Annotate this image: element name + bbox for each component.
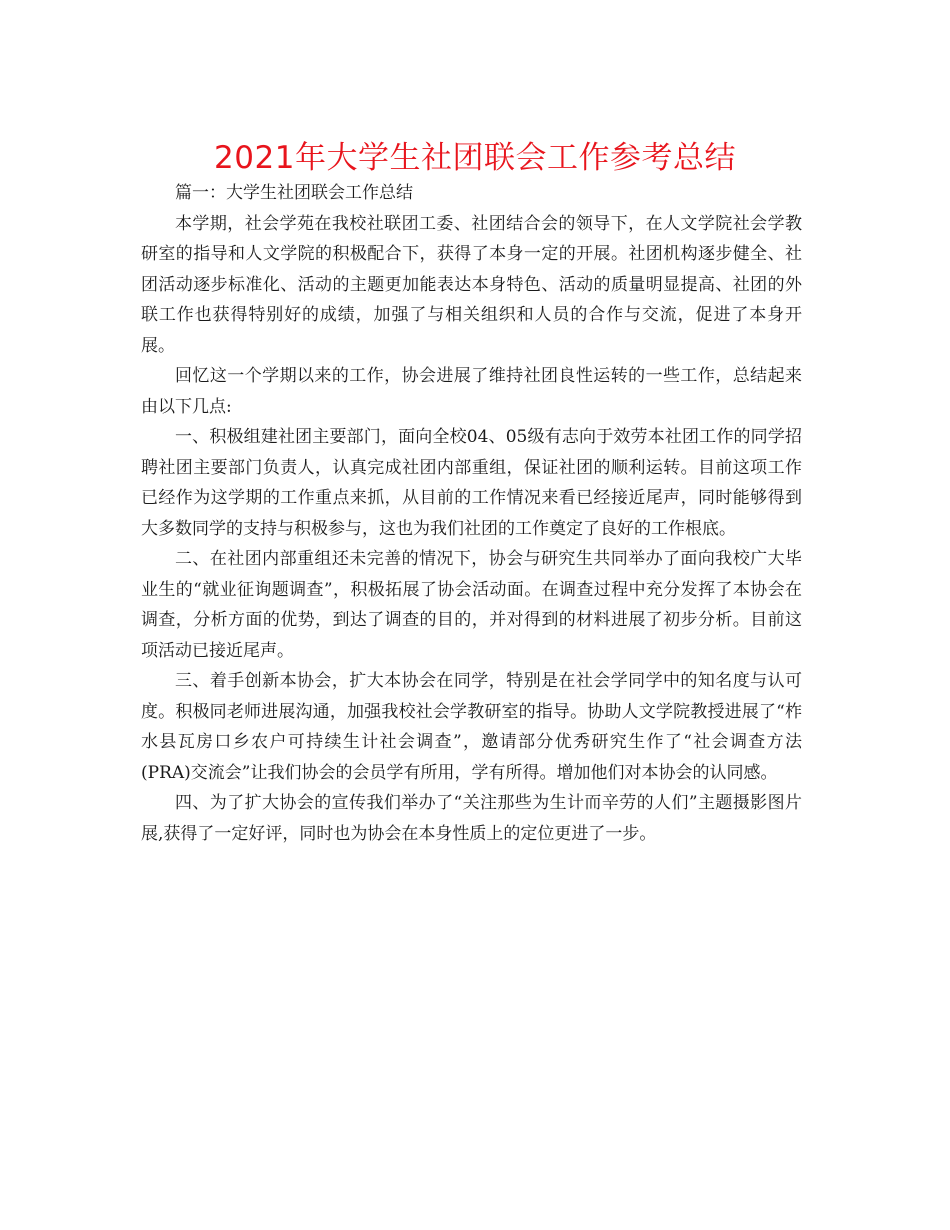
paragraph-point-three: 三、着手创新本协会，扩大本协会在同学，特别是在社会学同学中的知名度与认可度。积极同老师进展沟通，加强我校社会学教研室的指导。协助人文学院教授进展了“柞水县瓦房口乡农户可持续生计社会调查”，邀请部分优秀研究生作了“社会调查方法(PRA)交流会”让我们协会的会员学有所用，学有所得。增加他们对本协会的认同感。 (141, 671, 802, 783)
paragraph-point-one: 一、积极组建社团主要部门，面向全校04、05级有志向于效劳本社团工作的同学招聘社团主要部门负责人，认真完成社团内部重组，保证社团的顺利运转。目前这项工作已经作为这学期的工作重点来抓，从目前的工作情况来看已经接近尾声，同时能够得到大多数同学的支持与积极参与，这也为我们社团的工作奠定了良好的工作根底。 (141, 427, 802, 539)
paragraph-point-four: 四、为了扩大协会的宣传我们举办了“关注那些为生计而辛劳的人们”主题摄影图片展,获得了一定好评，同时也为协会在本身性质上的定位更进了一步。 (141, 793, 802, 844)
document-body (141, 178, 802, 849)
section-subheading: 篇一：大学生社团联会工作总结 (175, 183, 413, 203)
paragraph-point-two: 二、在社团内部重组还未完善的情况下，协会与研究生共同举办了面向我校广大毕业生的“就业征询题调查”，积极拓展了协会活动面。在调查过程中充分发挥了本协会在调查，分析方面的优势，到达了调查的目的，并对得到的材料进展了初步分析。目前这项活动已接近尾声。 (141, 549, 802, 661)
paragraph-intro: 本学期，社会学苑在我校社联团工委、社团结合会的领导下，在人文学院社会学教研室的指导和人文学院的积极配合下，获得了本身一定的开展。社团机构逐步健全、社团活动逐步标准化、活动的主题更加能表达本身特色、活动的质量明显提高、社团的外联工作也获得特别好的成绩，加强了与相关组织和人员的合作与交流，促进了本身开展。 (141, 213, 802, 356)
document-title: 2021年大学生社团联会工作参考总结 (214, 140, 736, 176)
paragraph-summary-lead: 回忆这一个学期以来的工作，协会进展了维持社团良性运转的一些工作，总结起来由以下几点: (141, 366, 802, 417)
